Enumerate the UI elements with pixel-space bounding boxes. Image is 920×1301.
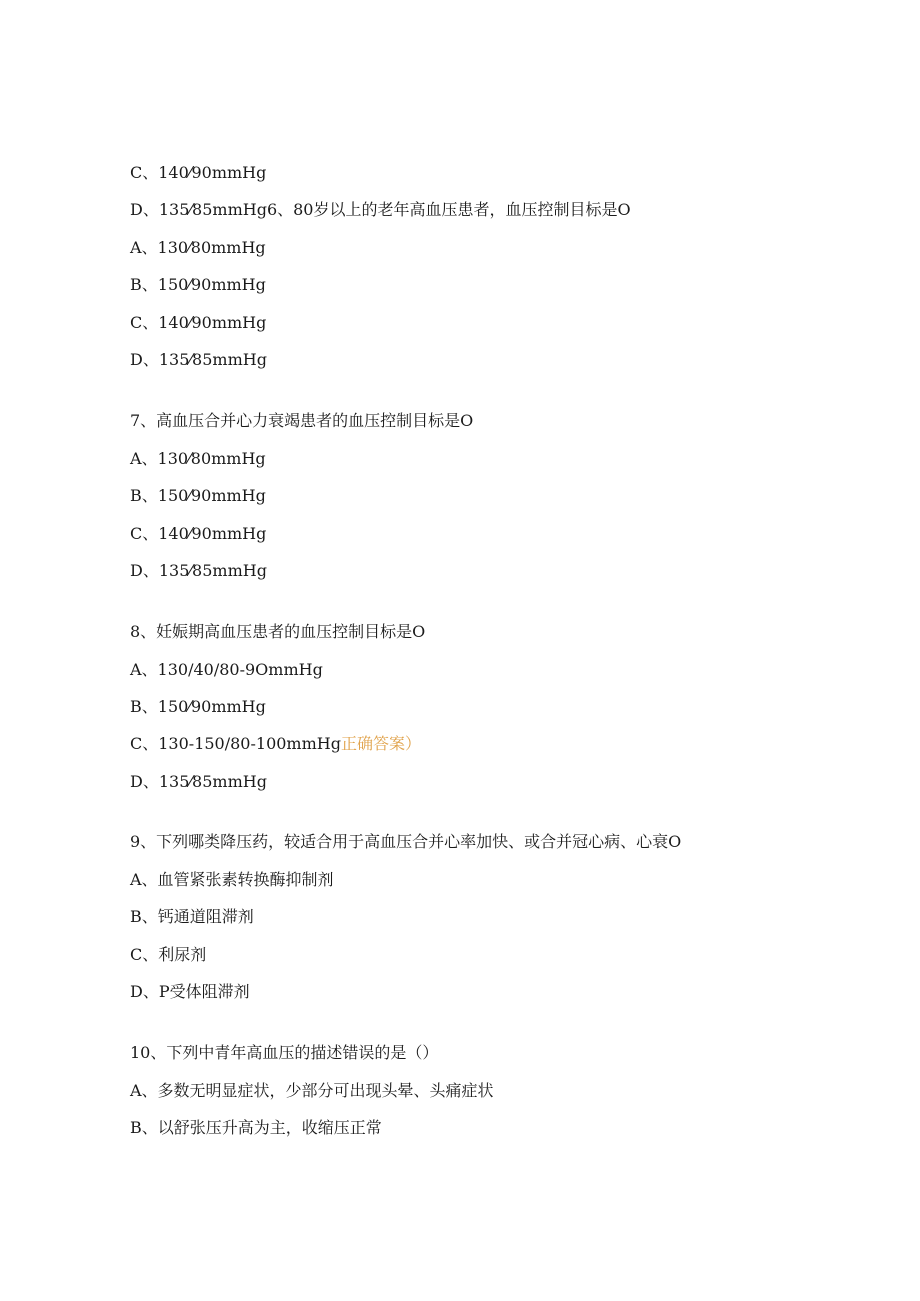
- q8-option-b: B、150⁄90mmHg: [130, 697, 266, 716]
- q7-option-a: A、130⁄80mmHg: [130, 449, 266, 468]
- q8-option-c-text: C、130-150/80-100mmHg: [130, 734, 341, 753]
- q9-stem: 9、下列哪类降压药，较适合用于高血压合并心率加快、或合并冠心病、心衰O: [130, 832, 682, 851]
- q6-option-a: A、130⁄80mmHg: [130, 238, 266, 257]
- q8-option-c: [130, 734, 421, 754]
- q5-option-d-q6-stem: D、135⁄85mmHg6、80岁以上的老年高血压患者，血压控制目标是O: [130, 200, 631, 219]
- q7-option-d: D、135⁄85mmHg: [130, 561, 267, 580]
- q6-option-d: D、135⁄85mmHg: [130, 350, 267, 369]
- q9-option-c: C、利尿剂: [130, 945, 207, 964]
- q7-option-c: C、140⁄90mmHg: [130, 524, 267, 543]
- q8-option-d: D、135⁄85mmHg: [130, 772, 267, 791]
- q9-option-d: D、P受体阻滞剂: [130, 982, 250, 1001]
- q10-option-b: B、以舒张压升高为主，收缩压正常: [130, 1118, 382, 1137]
- q9-option-b: B、钙通道阻滞剂: [130, 907, 254, 926]
- q10-stem: 10、下列中青年高血压的描述错误的是（）: [130, 1043, 439, 1062]
- q8-option-a: A、130/40/80-9OmmHg: [130, 660, 323, 679]
- q6-option-b: B、150⁄90mmHg: [130, 275, 266, 294]
- q7-option-b: B、150⁄90mmHg: [130, 486, 266, 505]
- q8-stem: 8、妊娠期高血压患者的血压控制目标是O: [130, 622, 426, 641]
- correct-answer-mark: 正确答案）: [340, 734, 421, 753]
- q6-option-c: C、140⁄90mmHg: [130, 313, 267, 332]
- q7-stem: 7、高血压合并心力衰竭患者的血压控制目标是O: [130, 411, 474, 430]
- q10-option-a: A、多数无明显症状，少部分可出现头晕、头痛症状: [130, 1081, 494, 1100]
- q5-option-c: C、140⁄90mmHg: [130, 163, 267, 182]
- q9-option-a: A、血管紧张素转换酶抑制剂: [130, 870, 334, 889]
